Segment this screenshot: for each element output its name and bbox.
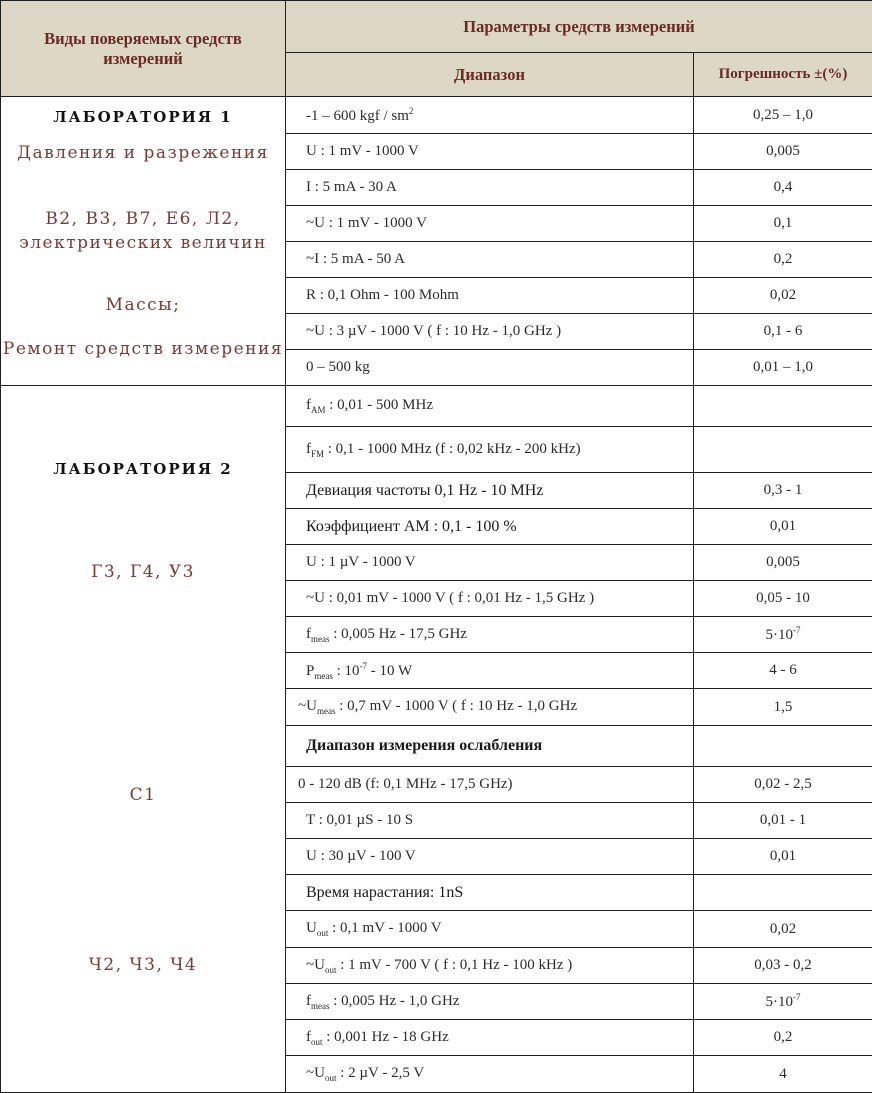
error-cell: 0,01	[694, 509, 872, 545]
range-cell: I : 5 mA - 30 A	[286, 170, 694, 206]
error-cell: 0,2	[694, 1020, 872, 1056]
range-sub: out	[317, 928, 329, 938]
range-text: : 1 mV - 700 V ( f : 0,1 Hz - 100 kHz )	[336, 957, 572, 973]
error-cell: 4 - 6	[694, 653, 872, 689]
range-text: : 0,01 - 500 MHz	[326, 397, 434, 413]
range-symbol: ~U	[306, 957, 325, 973]
error-cell: 0,01 – 1,0	[694, 350, 872, 386]
header-types	[1, 1, 286, 97]
error-cell	[694, 386, 872, 427]
range-text: : 0,005 Hz - 17,5 GHz	[330, 626, 467, 642]
lab1-item: Массы;	[1, 295, 285, 315]
range-cell: U : 30 µV - 100 V	[286, 839, 694, 875]
range-symbol: P	[306, 663, 314, 679]
range-cell	[286, 911, 694, 948]
lab2-title: ЛАБОРАТОРИЯ 2	[1, 460, 285, 478]
range-text: : 0,005 Hz - 1,0 GHz	[330, 993, 460, 1009]
range-symbol: f	[306, 441, 311, 457]
range-cell	[286, 1056, 694, 1093]
range-cell	[286, 617, 694, 653]
range-sub: FM	[311, 449, 324, 459]
range-cell	[286, 653, 694, 689]
range-cell: ~U : 0,01 mV - 1000 V ( f : 0,01 Hz - 1,5 GHz )	[286, 581, 694, 617]
header-range: Диапазон	[286, 53, 694, 97]
range-cell	[286, 948, 694, 984]
lab1-item: Ремонт средств измерения	[1, 339, 285, 359]
range-cell	[286, 427, 694, 473]
range-sub: out	[325, 1073, 337, 1083]
range-sub: meas	[311, 634, 330, 644]
range-text: : 0,001 Hz - 18 GHz	[323, 1029, 449, 1045]
header-types-label: Виды поверяемых средств измерений	[23, 29, 263, 69]
range-cell: Время нарастания: 1nS	[286, 875, 694, 911]
range-cell: 0 – 500 kg	[286, 350, 694, 386]
range-sub: meas	[311, 1001, 330, 1011]
lab1-item: Давления и разрежения	[1, 143, 285, 163]
error-cell: 0,02	[694, 911, 872, 948]
lab1-item: электрических величин	[1, 233, 285, 253]
error-cell: 0,2	[694, 242, 872, 278]
range-cell	[286, 97, 694, 134]
range-text: - 10 W	[367, 663, 412, 679]
lab1-title: ЛАБОРАТОРИЯ 1	[1, 108, 285, 126]
lab2-group: С1	[1, 785, 285, 805]
error-cell: 0,02	[694, 278, 872, 314]
error-cell: 1,5	[694, 689, 872, 726]
error-cell	[694, 726, 872, 767]
range-section-heading: Диапазон измерения ослабления	[286, 726, 694, 767]
range-cell	[286, 689, 694, 726]
range-symbol: f	[306, 1029, 311, 1045]
range-cell: ~I : 5 mA - 50 A	[286, 242, 694, 278]
error-cell: 4	[694, 1056, 872, 1093]
range-symbol: ~U	[298, 698, 317, 714]
error-cell: 0,005	[694, 134, 872, 170]
range-sub: meas	[314, 671, 333, 681]
error-cell	[694, 617, 872, 653]
range-cell: Коэффициент АМ : 0,1 - 100 %	[286, 509, 694, 545]
range-cell: Девиация частоты 0,1 Hz - 10 MHz	[286, 473, 694, 509]
error-cell	[694, 984, 872, 1020]
range-sup: -7	[360, 661, 368, 671]
range-text: : 10	[333, 663, 360, 679]
error-cell: 0,1	[694, 206, 872, 242]
header-error: Погрешность ±(%)	[694, 53, 872, 97]
error-cell: 0,1 - 6	[694, 314, 872, 350]
error-text: 5·10	[766, 627, 794, 643]
lab2-group: Г3, Г4, У3	[1, 562, 285, 582]
error-cell: 0,02 - 2,5	[694, 767, 872, 803]
error-text: 5·10	[766, 994, 794, 1010]
range-symbol: f	[306, 993, 311, 1009]
error-sup: -7	[793, 625, 801, 635]
range-cell: T : 0,01 µS - 10 S	[286, 803, 694, 839]
range-cell: R : 0,1 Ohm - 100 Mohm	[286, 278, 694, 314]
error-cell	[694, 427, 872, 473]
range-cell: U : 1 mV - 1000 V	[286, 134, 694, 170]
error-cell: 0,01	[694, 839, 872, 875]
lab1-cell	[1, 97, 286, 386]
range-text: : 2 µV - 2,5 V	[336, 1065, 424, 1081]
range-symbol: U	[306, 920, 317, 936]
error-cell: 0,25 – 1,0	[694, 97, 872, 134]
error-cell: 0,03 - 0,2	[694, 948, 872, 984]
range-text: : 0,1 - 1000 MHz (f : 0,02 kHz - 200 kHz)	[324, 441, 581, 457]
range-cell: U : 1 µV - 1000 V	[286, 545, 694, 581]
range-symbol: ~U	[306, 1065, 325, 1081]
range-sub: out	[311, 1037, 323, 1047]
range-cell: ~U : 3 µV - 1000 V ( f : 10 Hz - 1,0 GHz )	[286, 314, 694, 350]
range-cell	[286, 984, 694, 1020]
lab2-cell	[1, 386, 286, 1093]
error-cell: 0,01 - 1	[694, 803, 872, 839]
lab2-group: Ч2, Ч3, Ч4	[1, 955, 285, 975]
range-cell: ~U : 1 mV - 1000 V	[286, 206, 694, 242]
range-symbol: f	[306, 397, 311, 413]
error-cell: 0,05 - 10	[694, 581, 872, 617]
range-cell	[286, 1020, 694, 1056]
error-cell: 0,005	[694, 545, 872, 581]
error-sup: -7	[793, 992, 801, 1002]
lab1-item: В2, В3, В7, Е6, Л2,	[1, 209, 285, 229]
range-cell	[286, 386, 694, 427]
range-text: -1 – 600 kgf / sm	[306, 108, 409, 124]
range-symbol: f	[306, 626, 311, 642]
error-cell: 0,3 - 1	[694, 473, 872, 509]
range-cell: 0 - 120 dB (f: 0,1 MHz - 17,5 GHz)	[286, 767, 694, 803]
header-params: Параметры средств измерений	[286, 1, 872, 53]
range-text: : 0,7 mV - 1000 V ( f : 10 Hz - 1,0 GHz	[335, 698, 577, 714]
range-sub: meas	[317, 706, 336, 716]
error-cell: 0,4	[694, 170, 872, 206]
range-sup: 2	[409, 106, 414, 116]
range-text: : 0,1 mV - 1000 V	[328, 920, 441, 936]
error-cell	[694, 875, 872, 911]
range-sub: out	[325, 965, 337, 975]
range-sub: AM	[311, 405, 326, 415]
